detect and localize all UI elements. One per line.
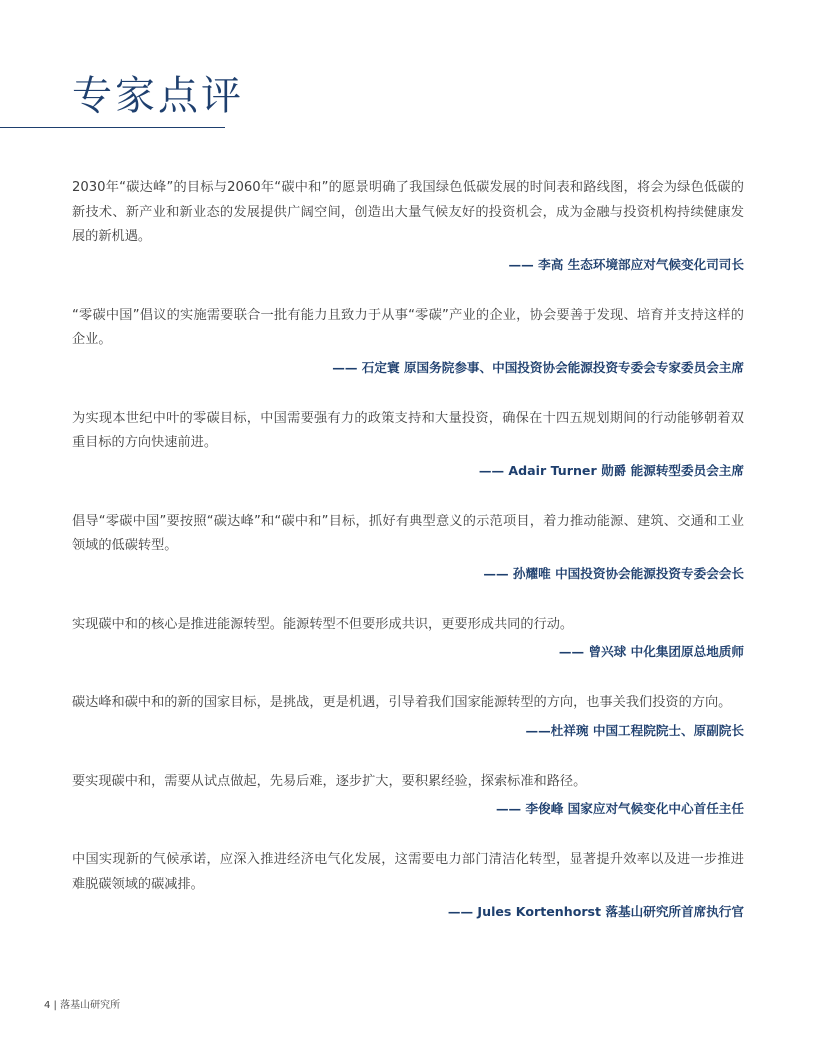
quote-item: [72, 176, 744, 274]
quote-text: 2030年“碳达峰”的目标与2060年“碳中和”的愿景明确了我国绿色低碳发展的时间表和路线图，将会为绿色低碳的新技术、新产业和新业态的发展提供广阔空间，创造出大量气候友好的投资机会，成为金融与投资机构持续健康发展的新机遇。: [72, 180, 744, 244]
title-divider: [0, 127, 225, 128]
quote-attribution: ——杜祥琬 中国工程院院士、原副院长: [525, 722, 744, 738]
quote-item: [72, 613, 744, 662]
quote-attribution: —— 孙耀唯 中国投资协会能源投资专委会会长: [483, 565, 744, 581]
quote-attribution: —— 曾兴球 中化集团原总地质师: [558, 644, 744, 659]
quotes-list: [72, 176, 744, 951]
quote-item: [72, 848, 744, 921]
quote-item: [72, 691, 744, 740]
quote-item: [72, 304, 744, 377]
quote-item: [72, 510, 744, 583]
quote-text: 要实现碳中和，需要从试点做起，先易后难，逐步扩大，要积累经验，探索标准和路径。: [72, 773, 587, 789]
quote-attribution: —— 李高 生态环境部应对气候变化司司长: [508, 256, 744, 272]
quote-text: 碳达峰和碳中和的新的国家目标，是挑战，更是机遇，引导着我们国家能源转型的方向，也事关我们投资的方向。: [72, 695, 732, 710]
quote-attribution: —— 石定寰 原国务院参事、中国投资协会能源投资专委会专家委员会主席: [332, 359, 744, 375]
quote-item: [72, 770, 744, 819]
quote-item: [72, 407, 744, 480]
page-footer: 4 | 落基山研究所: [44, 1000, 121, 1011]
quote-attribution: —— 李俊峰 国家应对气候变化中心首任主任: [495, 801, 744, 816]
quote-attribution: —— Adair Turner 勋爵 能源转型委员会主席: [478, 462, 744, 478]
quote-attribution: —— Jules Kortenhorst 落基山研究所首席执行官: [447, 904, 744, 919]
quote-text: 实现碳中和的核心是推进能源转型。能源转型不但要形成共识，更要形成共同的行动。: [72, 616, 574, 632]
quote-text: 倡导“零碳中国”要按照“碳达峰”和“碳中和”目标，抓好有典型意义的示范项目，着力推动能源、建筑、交通和工业领域的低碳转型。: [72, 513, 744, 553]
page-title: 专家点评: [72, 73, 244, 119]
quote-text: 为实现本世纪中叶的零碳目标，中国需要强有力的政策支持和大量投资，确保在十四五规划期间的行动能够朝着双重目标的方向快速前进。: [72, 410, 744, 450]
quote-text: “零碳中国”倡议的实施需要联合一批有能力且致力于从事“零碳”产业的企业，协会要善于发现、培育并支持这样的企业。: [72, 307, 744, 347]
quote-text: 中国实现新的气候承诺，应深入推进经济电气化发展，这需要电力部门清洁化转型，显著提升效率以及进一步推进难脱碳领域的碳减排。: [72, 852, 744, 892]
